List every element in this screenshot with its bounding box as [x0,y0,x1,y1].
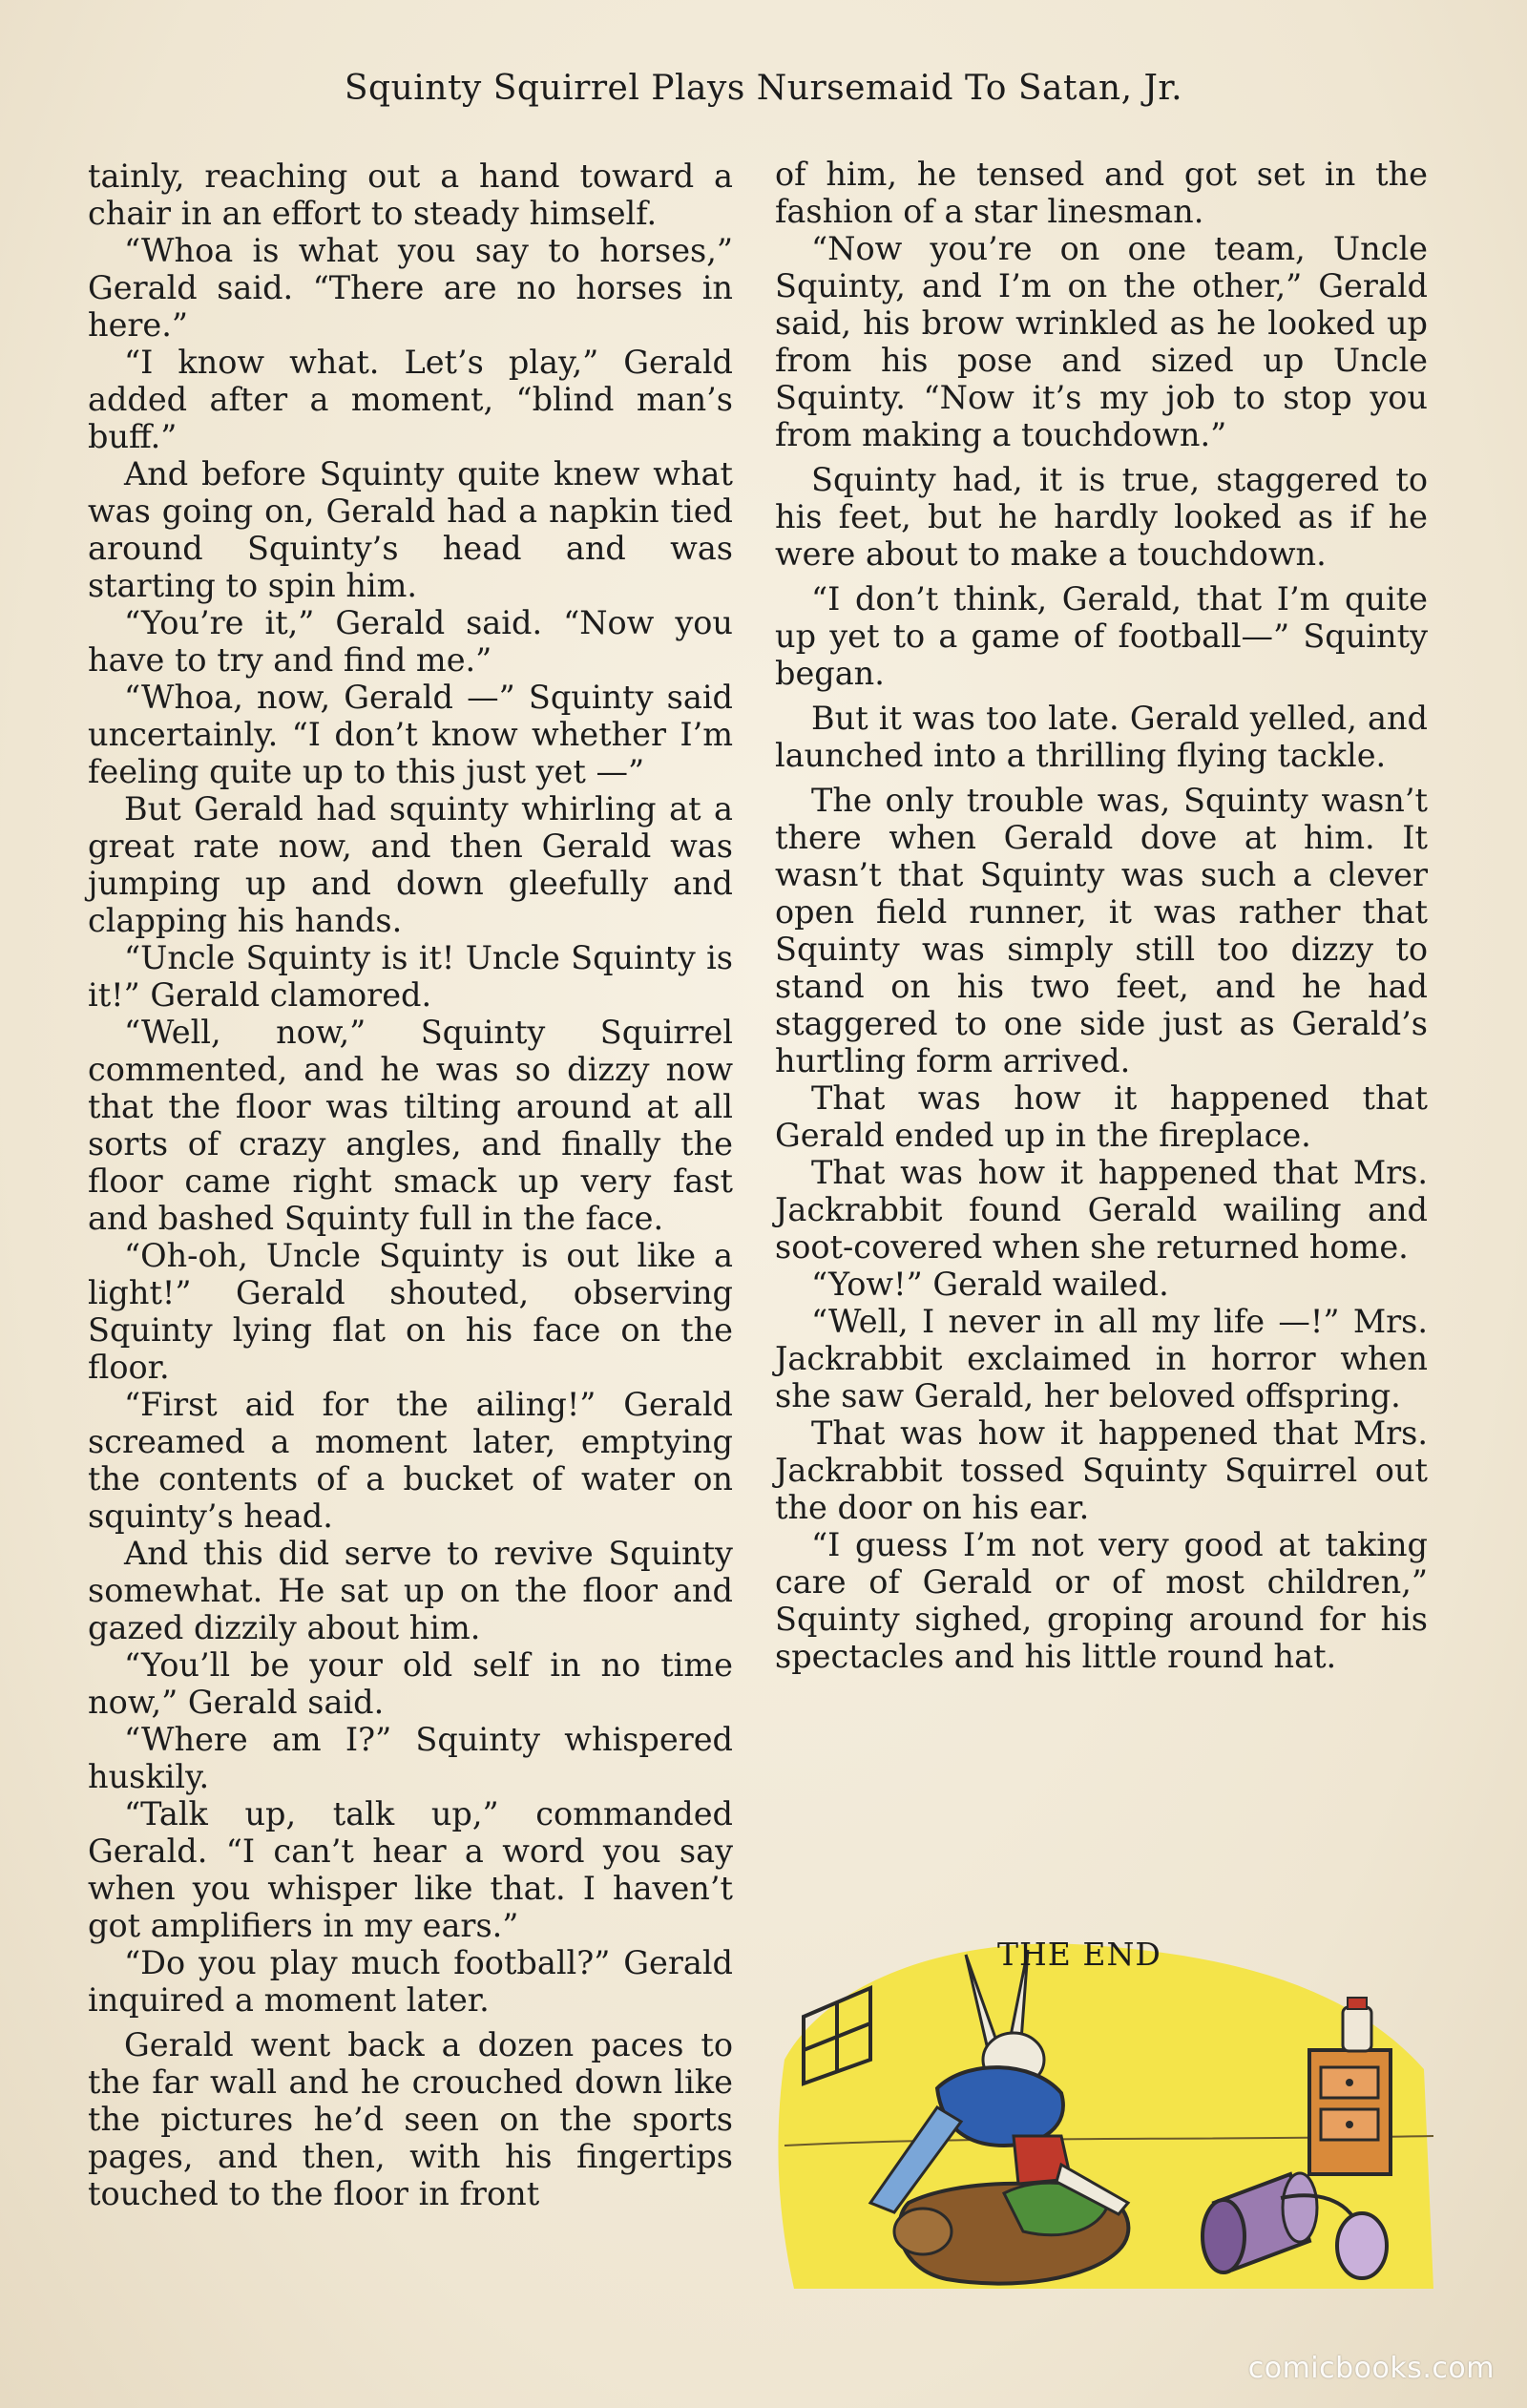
paragraph: And this did serve to revive Squinty somewhat. He sat up on the floor and gazed dizzily about him. [88,1535,733,1646]
paragraph: Squinty had, it is true, staggered to his feet, but he hardly looked as if he were about to make a touchdown. [775,461,1428,573]
paragraph: “Whoa, now, Gerald —” Squinty said uncertainly. “I don’t know whether I’m feeling quite up to this just yet —” [88,679,733,790]
paragraph: “Where am I?” Squinty whispered huskily. [88,1721,733,1795]
paragraph: Gerald went back a dozen paces to the far wall and he crouched down like the pictures he’d seen on the sports pages, and then, with his fingertips touched to the floor in front [88,2026,733,2212]
paragraph: “You’ll be your old self in no time now,” Gerald said. [88,1646,733,1721]
paragraph: “Talk up, talk up,” commanded Gerald. “I can’t hear a word you say when you whisper like that. I haven’t got amplifiers in my ears.” [88,1795,733,1944]
paragraph: “I know what. Let’s play,” Gerald added after a moment, “blind man’s buff.” [88,344,733,455]
paragraph: But Gerald had squinty whirling at a great rate now, and then Gerald was jumping up and down gleefully and clapping his hands. [88,790,733,939]
the-end-caption: THE END [997,1936,1161,1973]
paragraph: “Now you’re on one team, Uncle Squinty, and I’m on the other,” Gerald said, his brow wrinkled as he looked up from his pose and sized up Uncle Squinty. “Now it’s my job to stop you from making a touchdown.” [775,230,1428,453]
paragraph: That was how it happened that Mrs. Jackrabbit tossed Squinty Squirrel out the door on his ear. [775,1414,1428,1526]
paragraph: “Yow!” Gerald wailed. [811,1266,1169,1303]
paragraph: “Well, I never in all my life —!” Mrs. Jackrabbit exclaimed in horror when she saw Gerald, her beloved offspring. [775,1303,1428,1414]
paragraph: “First aid for the ailing!” Gerald screamed a moment later, emptying the contents of a bucket of water on squinty’s head. [88,1386,733,1535]
paragraph: of him, he tensed and got set in the fashion of a star linesman. [775,156,1428,230]
paragraph: “Uncle Squinty is it! Uncle Squinty is it!” Gerald clamored. [88,939,733,1014]
paragraph: “I don’t think, Gerald, that I’m quite up yet to a game of football—” Squinty began. [775,580,1428,692]
paragraph: “Well, now,” Squinty Squirrel commented, and he was so dizzy now that the floor was tilting around at all sorts of crazy angles, and finally the floor came right smack up very fast and bashed Squinty full in the face. [88,1014,733,1237]
paragraph: “Whoa is what you say to horses,” Gerald said. “There are no horses in here.” [88,232,733,344]
paragraph: “I guess I’m not very good at taking care of Gerald or of most children,” Squinty sighed, groping around for his spectacles and his little round hat. [775,1526,1428,1675]
paragraph: But it was too late. Gerald yelled, and launched into a thrilling flying tackle. [775,700,1428,774]
left-text-column [88,157,733,2212]
the-end-illustration [775,1916,1443,2298]
page-title: Squinty Squirrel Plays Nursemaid To Satan, Jr. [344,69,1183,108]
paragraph: The only trouble was, Squinty wasn’t there when Gerald dove at him. It wasn’t that Squinty was such a clever open field runner, it was rather that Squinty was simply still too dizzy to stand on his two feet, and he had staggered to one side just as Gerald’s hurtling form arrived. [775,782,1428,1079]
paragraph: That was how it happened that Mrs. Jackrabbit found Gerald wailing and soot-covered when she returned home. [775,1154,1428,1266]
paragraph: And before Squinty quite knew what was going on, Gerald had a napkin tied around Squinty’s head and was starting to spin him. [88,455,733,604]
paragraph: tainly, reaching out a hand toward a chair in an effort to steady himself. [88,157,733,232]
watermark: comicbooks.com [1247,2352,1495,2385]
paragraph: “Do you play much football?” Gerald inquired a moment later. [88,1944,733,2019]
paragraph: “You’re it,” Gerald said. “Now you have to try and find me.” [88,604,733,679]
paragraph: “Oh-oh, Uncle Squinty is out like a light!” Gerald shouted, observing Squinty lying flat on his face on the floor. [88,1237,733,1386]
paragraph: That was how it happened that Gerald ended up in the fireplace. [775,1079,1428,1154]
right-text-column [775,156,1428,1675]
